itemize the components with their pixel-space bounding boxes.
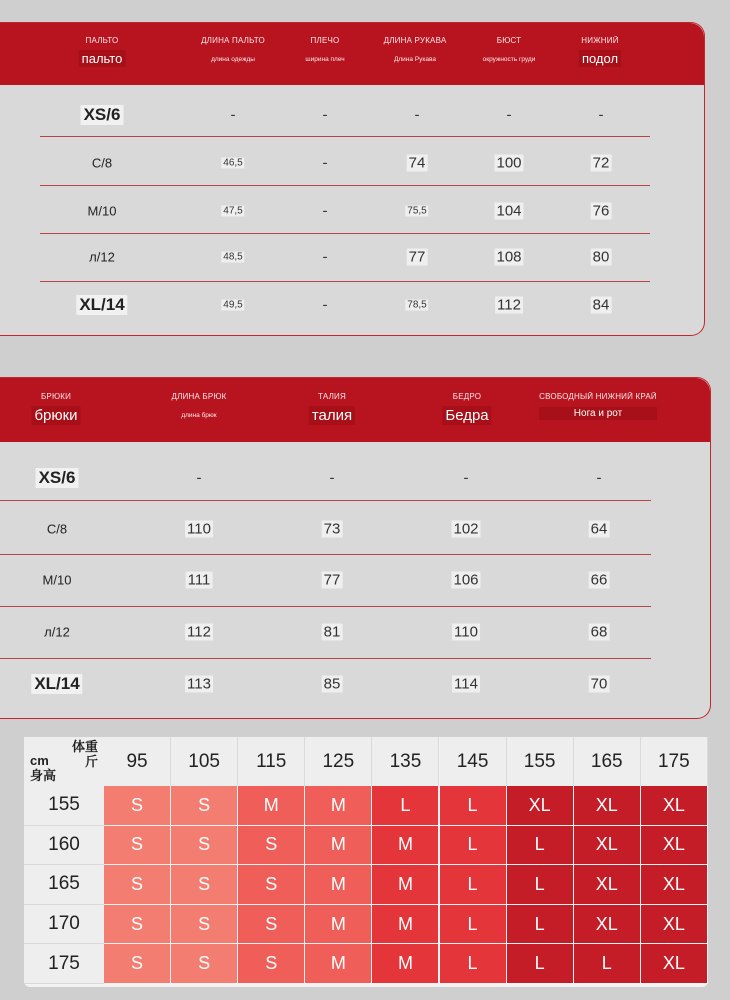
size-cell: XL (507, 786, 574, 826)
size-cell: XL (574, 826, 641, 866)
size-label: XL/14 (31, 674, 82, 694)
size-cell: M (305, 905, 372, 945)
size-cell: XL (641, 905, 708, 945)
weight-header: 145 (440, 737, 507, 786)
size-cell: L (440, 865, 507, 905)
size-cell: M (372, 944, 439, 984)
size-cell: S (104, 944, 171, 984)
height-header: 175 (24, 944, 104, 984)
size-cell: XL (574, 905, 641, 945)
row-divider (0, 658, 651, 659)
size-cell: M (305, 826, 372, 866)
size-cell: L (440, 944, 507, 984)
height-header: 160 (24, 826, 104, 866)
size-label: M/10 (42, 572, 72, 588)
size-cell: XL (641, 865, 708, 905)
size-cell: L (440, 905, 507, 945)
weight-header: 105 (171, 737, 238, 786)
row-divider (40, 136, 650, 137)
size-cell: M (305, 786, 372, 826)
weight-header: 165 (574, 737, 641, 786)
size-label: XS/6 (81, 105, 124, 125)
size-cell: S (171, 865, 238, 905)
coat-col-length: ДЛИНА ПАЛЬТО длина одежды (201, 36, 265, 63)
size-cell: XL (641, 944, 708, 984)
size-cell: XL (641, 826, 708, 866)
size-cell: L (372, 786, 439, 826)
weight-header: 125 (305, 737, 372, 786)
row-divider (0, 606, 651, 607)
coat-col-size: ПАЛЬТО пальто (79, 36, 126, 67)
size-cell: S (104, 786, 171, 826)
size-cell: S (104, 826, 171, 866)
size-cell: S (238, 905, 305, 945)
height-header: 170 (24, 905, 104, 945)
height-weight-size-grid (24, 737, 708, 987)
size-cell: XL (574, 786, 641, 826)
size-cell: S (171, 826, 238, 866)
row-divider (0, 554, 651, 555)
row-divider (0, 500, 651, 501)
weight-header: 135 (372, 737, 439, 786)
weight-header: 115 (238, 737, 305, 786)
coat-col-sleeve: ДЛИНА РУКАВА Длина Рукава (383, 36, 447, 63)
size-cell: M (238, 786, 305, 826)
size-cell: S (171, 786, 238, 826)
size-cell: S (104, 905, 171, 945)
size-cell: M (372, 905, 439, 945)
size-label: XS/6 (36, 468, 79, 488)
size-cell: S (238, 865, 305, 905)
size-cell: XL (574, 865, 641, 905)
size-cell: M (372, 826, 439, 866)
row-divider (40, 281, 650, 282)
pants-col-hip: БЕДРО Бедра (442, 392, 491, 425)
coat-header-band (0, 23, 704, 85)
row-divider (40, 233, 650, 234)
grid-corner: 体重 斤 cm 身高 (24, 737, 104, 786)
row-divider (40, 185, 650, 186)
size-cell: L (507, 826, 574, 866)
weight-header: 155 (507, 737, 574, 786)
coat-col-bust: БЮСТ окружность груди (482, 36, 536, 63)
size-label: XL/14 (76, 295, 127, 315)
size-label: M/10 (87, 203, 117, 219)
height-header: 165 (24, 865, 104, 905)
size-cell: S (104, 865, 171, 905)
pants-header-band (0, 378, 710, 442)
size-label: л/12 (44, 624, 70, 640)
pants-col-size: БРЮКИ брюки (31, 392, 80, 425)
size-label: л/12 (89, 249, 115, 265)
size-cell: L (507, 944, 574, 984)
size-cell: XL (641, 786, 708, 826)
size-cell: M (305, 865, 372, 905)
size-cell: S (171, 905, 238, 945)
coat-col-hem: НИЖНИЙ подол (579, 36, 621, 67)
size-label: С/8 (46, 521, 68, 537)
pants-size-table: БРЮКИ брюки ДЛИНА БРЮК длина брюк ТАЛИЯ талия БЕДРО Бедра СВОБОДНЫЙ НИЖНИЙ КРАЙ Нога и рот XS/6 - - - - С/8 110 73 102 64 M/10 111 77 106 66 л/12 112 81 110 68 XL/14 113 85 114 70 (0, 377, 711, 719)
size-cell: L (440, 786, 507, 826)
size-cell: S (238, 944, 305, 984)
height-header: 155 (24, 786, 104, 826)
pants-col-length: ДЛИНА БРЮК длина брюк (171, 392, 227, 419)
size-cell: S (171, 944, 238, 984)
size-cell: L (507, 865, 574, 905)
size-cell: L (440, 826, 507, 866)
size-cell: S (238, 826, 305, 866)
coat-size-table: ПАЛЬТО пальто ДЛИНА ПАЛЬТО длина одежды ПЛЕЧО ширина плеч ДЛИНА РУКАВА Длина Рукава БЮСТ окружность груди НИЖНИЙ подол XS/6 - - - - - С/8 46,5 - 74 100 72 M/10 47,5 - 75,5 104 76 л/12 48,5 - 77 108 80 XL/14 49,5 - 78,5 112 84 (0, 22, 705, 336)
size-cell: L (507, 905, 574, 945)
pants-col-leg-opening: СВОБОДНЫЙ НИЖНИЙ КРАЙ Нога и рот (539, 392, 657, 419)
weight-header: 175 (641, 737, 708, 786)
size-label: С/8 (91, 155, 113, 171)
pants-col-waist: ТАЛИЯ талия (309, 392, 355, 425)
size-cell: L (574, 944, 641, 984)
coat-col-shoulder: ПЛЕЧО ширина плеч (305, 36, 345, 63)
size-cell: M (372, 865, 439, 905)
weight-header: 95 (104, 737, 171, 786)
size-cell: M (305, 944, 372, 984)
